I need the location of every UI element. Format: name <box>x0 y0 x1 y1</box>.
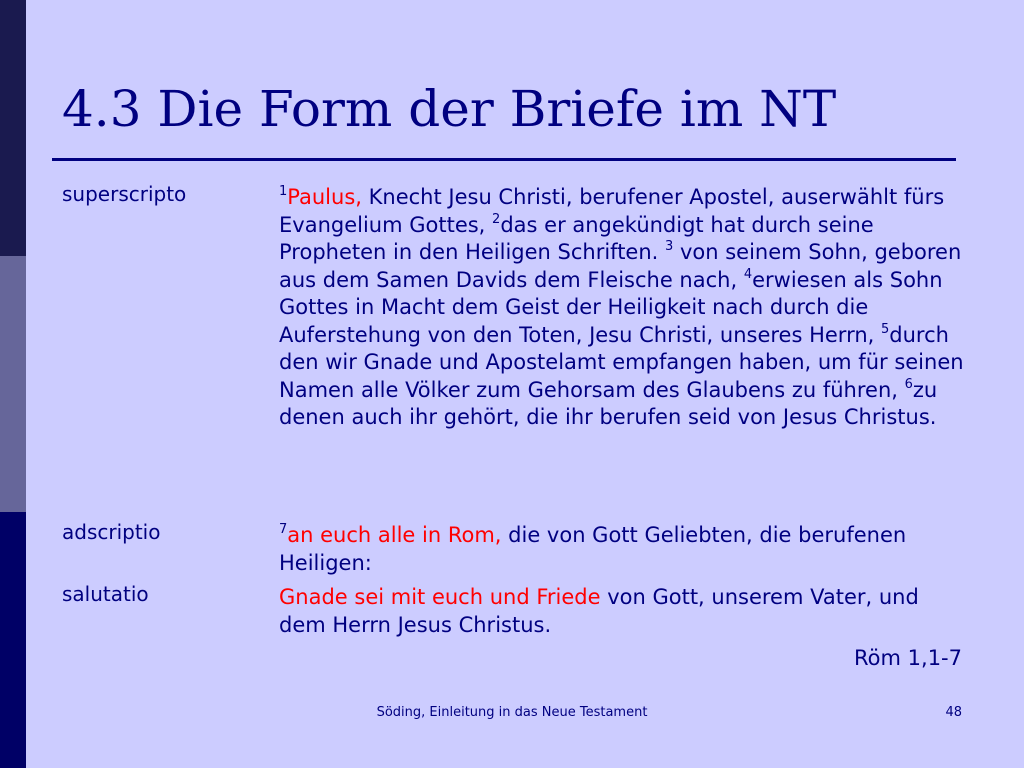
body-text: Knecht Jesu Christi, berufener Apostel, auserwählt fürs Evangelium Gottes, <box>279 185 945 237</box>
bible-reference: Röm 1,1-7 <box>854 646 962 670</box>
verse-number: 1 <box>279 184 288 199</box>
verse-number: 4 <box>743 266 753 282</box>
title-underline <box>52 158 956 161</box>
verse-number: 6 <box>904 376 913 392</box>
highlighted-text: Paulus, <box>287 185 369 209</box>
section-label-adscriptio: adscriptio <box>62 520 161 544</box>
body-text: durch den wir Gnade und Apostelamt empfangen haben, um für seinen Namen alle Völker zum Gehorsam des Glaubens zu führen, <box>279 322 964 402</box>
verse-number: 3 <box>665 239 674 254</box>
verse-number: 7 <box>279 522 288 537</box>
section-text-salutatio <box>279 584 969 639</box>
highlighted-text: Gnade sei mit euch und Friede <box>279 585 608 609</box>
side-bar-middle <box>0 256 26 512</box>
footer-text: Söding, Einleitung in das Neue Testament <box>376 705 648 720</box>
body-text: das er angekündigt hat durch seine Propheten in den Heiligen Schriften. <box>279 212 874 264</box>
section-label-salutatio: salutatio <box>62 582 149 606</box>
verse-number: 2 <box>492 211 501 227</box>
body-text: erwiesen als Sohn Gottes in Macht dem Geist der Heiligkeit nach durch die Auferstehung von den Toten, Jesu Christi, unseres Herrn, <box>279 267 943 347</box>
section-label-superscripto: superscripto <box>62 182 187 206</box>
verse-number: 5 <box>881 321 890 337</box>
section-text-adscriptio <box>279 522 969 577</box>
body-text: von seinem Sohn, geboren aus dem Samen Davids dem Fleische nach, <box>279 240 962 292</box>
side-bar-top <box>0 0 26 256</box>
body-text: die von Gott Geliebten, die berufenen Heiligen: <box>279 523 907 575</box>
side-bar-bottom <box>0 512 26 768</box>
section-text-superscripto <box>279 184 969 432</box>
slide-title: 4.3 Die Form der Briefe im NT <box>62 80 837 138</box>
body-text: von Gott, unserem Vater, und dem Herrn Jesus Christus. <box>279 585 919 637</box>
page-number: 48 <box>945 705 962 720</box>
body-text: zu denen auch ihr gehört, die ihr berufen seid von Jesus Christus. <box>279 377 938 429</box>
highlighted-text: an euch alle in Rom, <box>287 523 509 547</box>
